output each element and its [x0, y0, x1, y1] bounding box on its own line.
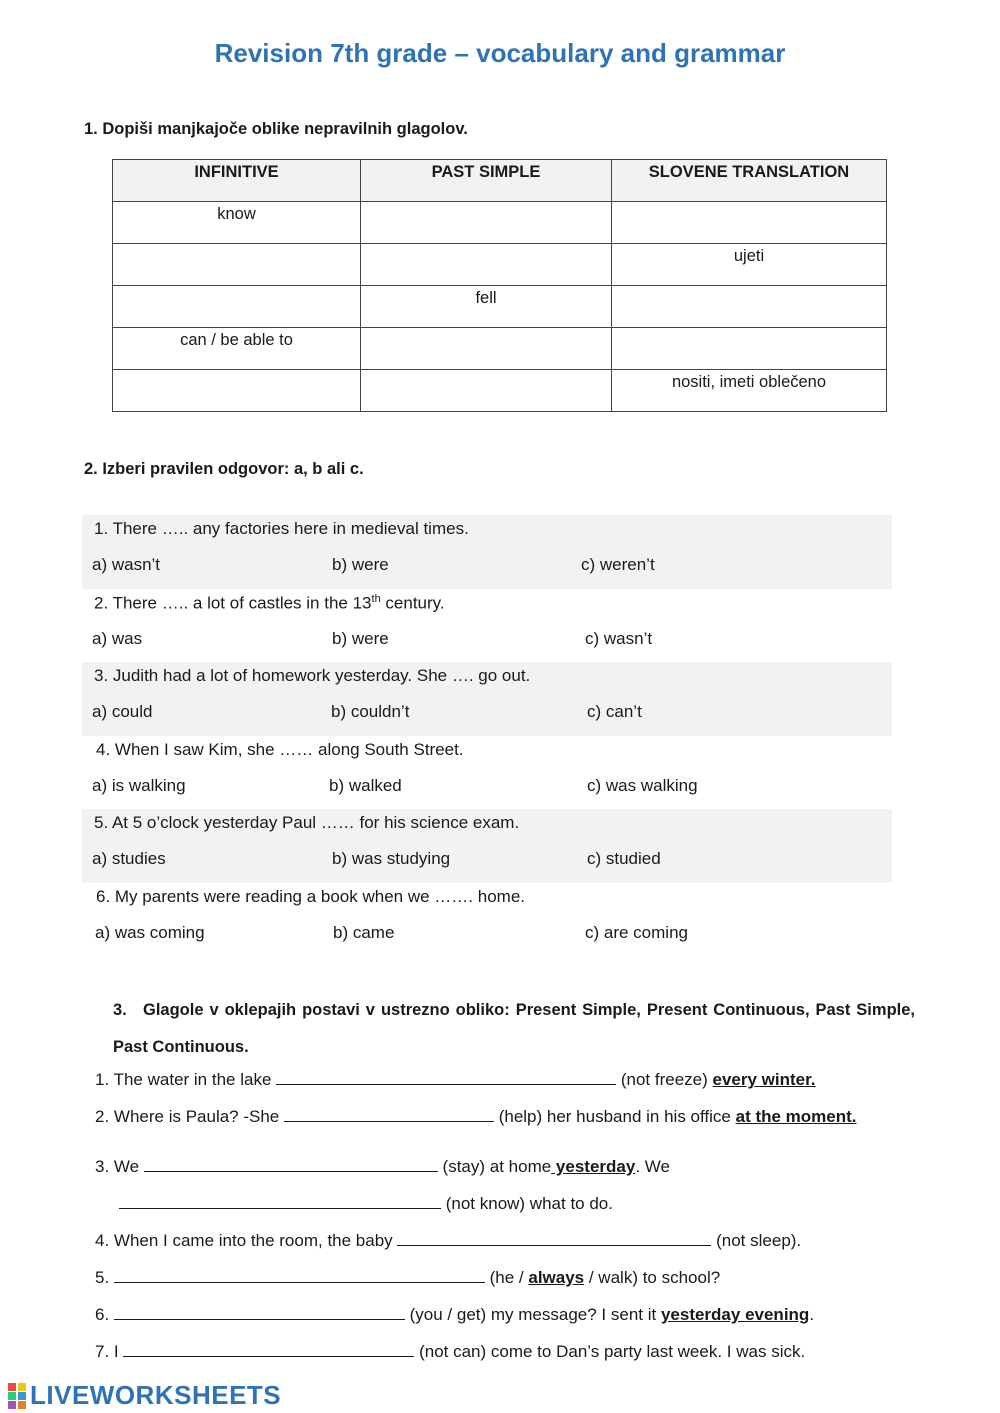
sentence-text: (not sleep).	[711, 1231, 802, 1250]
question-text-post: century.	[380, 593, 445, 613]
sentence-7	[95, 1342, 805, 1362]
table-cell-input[interactable]	[361, 244, 612, 286]
sentence-text: (not freeze)	[616, 1070, 713, 1089]
question-4	[82, 736, 892, 810]
sentence-text: 1. The water in the lake	[95, 1070, 277, 1089]
table-cell-input[interactable]	[113, 286, 361, 328]
question-5	[82, 809, 892, 883]
table-row	[113, 370, 887, 412]
question-text: 5. At 5 o’clock yesterday Paul …… for his science exam.	[94, 813, 520, 832]
option-a[interactable]: a) was	[92, 628, 143, 648]
table-cell: ujeti	[612, 244, 887, 286]
option-c[interactable]: c) was walking	[587, 775, 698, 795]
ordinal-suffix: th	[371, 592, 381, 605]
table-cell-input[interactable]	[612, 202, 887, 244]
verbs-table	[112, 159, 887, 412]
answer-blank[interactable]	[397, 1231, 711, 1246]
table-cell-input[interactable]	[612, 328, 887, 370]
question-3	[82, 662, 892, 736]
answer-blank[interactable]	[114, 1268, 485, 1283]
question-text-pre: 2. There ….. a lot of castles in the 13	[94, 593, 372, 613]
liveworksheets-logo	[8, 1380, 281, 1411]
option-c[interactable]: c) weren’t	[581, 555, 655, 574]
option-c[interactable]: c) studied	[587, 849, 661, 868]
table-cell: know	[113, 202, 361, 244]
sentence-text: (not know) what to do.	[441, 1194, 613, 1213]
sentence-1	[95, 1070, 816, 1090]
logo-text: LIVEWORKSHEETS	[30, 1380, 282, 1410]
time-expression: at the moment.	[735, 1107, 857, 1126]
option-b[interactable]: b) was studying	[332, 849, 451, 868]
task3-heading-text: Glagole v oklepajih postavi v ustrezno obliko: Present Simple, Present Continuous, Past Simple, Past Continuous.	[113, 1001, 915, 1056]
option-b[interactable]: b) were	[332, 628, 389, 648]
sentence-3	[95, 1157, 670, 1177]
sentence-text: 5.	[95, 1268, 114, 1287]
sentence-2	[95, 1107, 857, 1127]
option-a[interactable]: a) wasn’t	[92, 555, 161, 574]
task2-heading: 2. Izberi pravilen odgovor: a, b ali c.	[84, 460, 364, 478]
sentence-text: (help) her husband in his office	[493, 1107, 736, 1126]
task2-questions	[82, 515, 892, 956]
page-title: Revision 7th grade – vocabulary and grammar	[214, 38, 786, 68]
answer-blank[interactable]	[144, 1157, 438, 1172]
table-cell: fell	[361, 286, 612, 328]
answer-blank[interactable]	[284, 1107, 494, 1122]
option-a[interactable]: a) is walking	[92, 775, 186, 795]
sentence-3-continued	[119, 1194, 613, 1214]
sentence-5	[95, 1268, 720, 1288]
question-6	[82, 883, 892, 957]
answer-blank[interactable]	[123, 1342, 414, 1357]
answer-blank[interactable]	[119, 1194, 441, 1209]
question-text: 4. When I saw Kim, she …… along South Street.	[96, 739, 464, 759]
task1-heading: 1. Dopiši manjkajoče oblike nepravilnih glagolov.	[84, 120, 468, 138]
task3-number: 3.	[113, 1001, 127, 1019]
sentence-text: (not can) come to Dan’s party last week. I was sick.	[414, 1342, 806, 1361]
table-cell: can / be able to	[113, 328, 361, 370]
question-text	[94, 593, 445, 614]
time-expression: every winter.	[712, 1070, 816, 1089]
sentence-text: .	[809, 1305, 815, 1324]
table-cell-input[interactable]	[361, 328, 612, 370]
time-expression: yesterday evening	[660, 1305, 810, 1324]
table-row	[113, 286, 887, 328]
table-cell-input[interactable]	[113, 370, 361, 412]
table-row	[113, 244, 887, 286]
question-2	[82, 589, 892, 663]
option-b[interactable]: b) walked	[329, 775, 402, 795]
header-past-simple: PAST SIMPLE	[361, 160, 612, 202]
table-row	[113, 202, 887, 244]
table-cell-input[interactable]	[113, 244, 361, 286]
table-row	[113, 328, 887, 370]
header-translation: SLOVENE TRANSLATION	[612, 160, 887, 202]
option-c[interactable]: c) are coming	[585, 922, 688, 942]
sentence-6	[95, 1305, 814, 1325]
sentence-text: 6.	[95, 1305, 114, 1324]
sentence-4	[95, 1231, 801, 1251]
option-a[interactable]: a) studies	[92, 849, 166, 868]
question-1	[82, 515, 892, 589]
sentence-text: / walk) to school?	[584, 1268, 721, 1287]
table-cell-input[interactable]	[361, 202, 612, 244]
option-c[interactable]: c) wasn’t	[585, 628, 653, 648]
answer-blank[interactable]	[276, 1070, 616, 1085]
question-text: 3. Judith had a lot of homework yesterday. She …. go out.	[94, 666, 531, 685]
option-b[interactable]: b) couldn’t	[331, 702, 410, 721]
answer-blank[interactable]	[114, 1305, 405, 1320]
option-a[interactable]: a) could	[92, 702, 153, 721]
sentence-text: 2. Where is Paula? -She	[95, 1107, 284, 1126]
table-cell-input[interactable]	[612, 286, 887, 328]
frequency-adverb: always	[528, 1268, 585, 1287]
table-cell-input[interactable]	[361, 370, 612, 412]
time-expression: yesterday	[551, 1157, 636, 1176]
task3-heading	[113, 992, 915, 1066]
sentence-text: (stay) at home	[437, 1157, 552, 1176]
option-c[interactable]: c) can’t	[587, 702, 642, 721]
table-header-row	[113, 160, 887, 202]
sentence-text: . We	[635, 1157, 670, 1176]
option-b[interactable]: b) came	[333, 922, 395, 942]
option-b[interactable]: b) were	[332, 555, 389, 574]
sentence-text: 4. When I came into the room, the baby	[95, 1231, 398, 1250]
sentence-text: (he /	[484, 1268, 529, 1287]
option-a[interactable]: a) was coming	[95, 922, 205, 942]
question-text: 6. My parents were reading a book when we ……. home.	[96, 886, 525, 906]
question-text: 1. There ….. any factories here in medieval times.	[94, 519, 469, 538]
sentence-text: 3. We	[95, 1157, 144, 1176]
sentence-text: (you / get) my message? I sent it	[404, 1305, 661, 1324]
logo-mark-icon	[8, 1383, 28, 1409]
sentence-text: 7. I	[95, 1342, 124, 1361]
table-cell: nositi, imeti oblečeno	[612, 370, 887, 412]
header-infinitive: INFINITIVE	[113, 160, 361, 202]
